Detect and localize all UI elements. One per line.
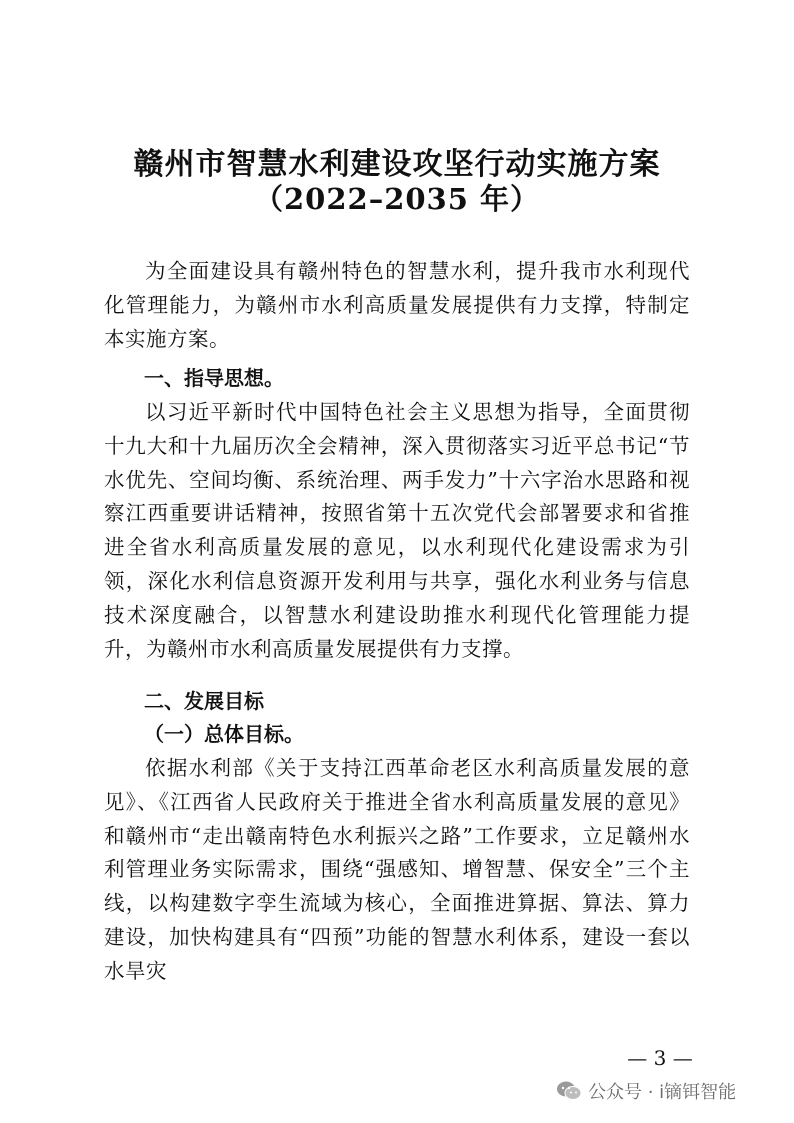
- document-title: 赣州市智慧水利建设攻坚行动实施方案: [133, 147, 661, 182]
- document-title-years: （2022–2035 年）: [253, 182, 541, 216]
- subsection-heading-overall-goal: （一）总体目标。: [144, 722, 304, 746]
- overall-goal-paragraph: 依据水利部《关于支持江西革命老区水利高质量发展的意见》、《江西省人民政府关于推进全省水利高质量发展的意见》和赣州市“走出赣南特色水利振兴之路”工作要求，立足赣州水利管理业务实际需求，围绕“强感知、增智慧、保安全”三个主线，以构建数字孪生流域为核心，全面推进算据、算法、算力建设，加快构建具有“四预”功能的智慧水利体系，建设一套以水旱灾: [104, 756, 690, 983]
- watermark: [556, 1076, 736, 1106]
- intro-paragraph: 为全面建设具有赣州特色的智慧水利，提升我市水利现代化管理能力，为赣州市水利高质量发展提供有力支撑，特制定本实施方案。: [104, 259, 690, 351]
- section-heading-development-goals: 二、发展目标: [144, 689, 264, 713]
- watermark-text: 公众号 · i镝铒智能: [588, 1082, 737, 1103]
- section-heading-guiding-ideology: 一、指导思想。: [144, 366, 284, 390]
- page-number: — 3 —: [627, 1046, 693, 1070]
- wechat-official-account-icon: [556, 1080, 582, 1102]
- guiding-ideology-paragraph: 以习近平新时代中国特色社会主义思想为指导，全面贯彻十九大和十九届历次全会精神，深入贯彻落实习近平总书记“节水优先、空间均衡、系统治理、两手发力”十六字治水思路和视察江西重要讲话精神，按照省第十五次党代会部署要求和省推进全省水利高质量发展的意见，以水利现代化建设需求为引领，深化水利信息资源开发利用与共享，强化水利业务与信息技术深度融合，以智慧水利建设助推水利现代化管理能力提升，为赣州市水利高质量发展提供有力支撑。: [104, 400, 690, 661]
